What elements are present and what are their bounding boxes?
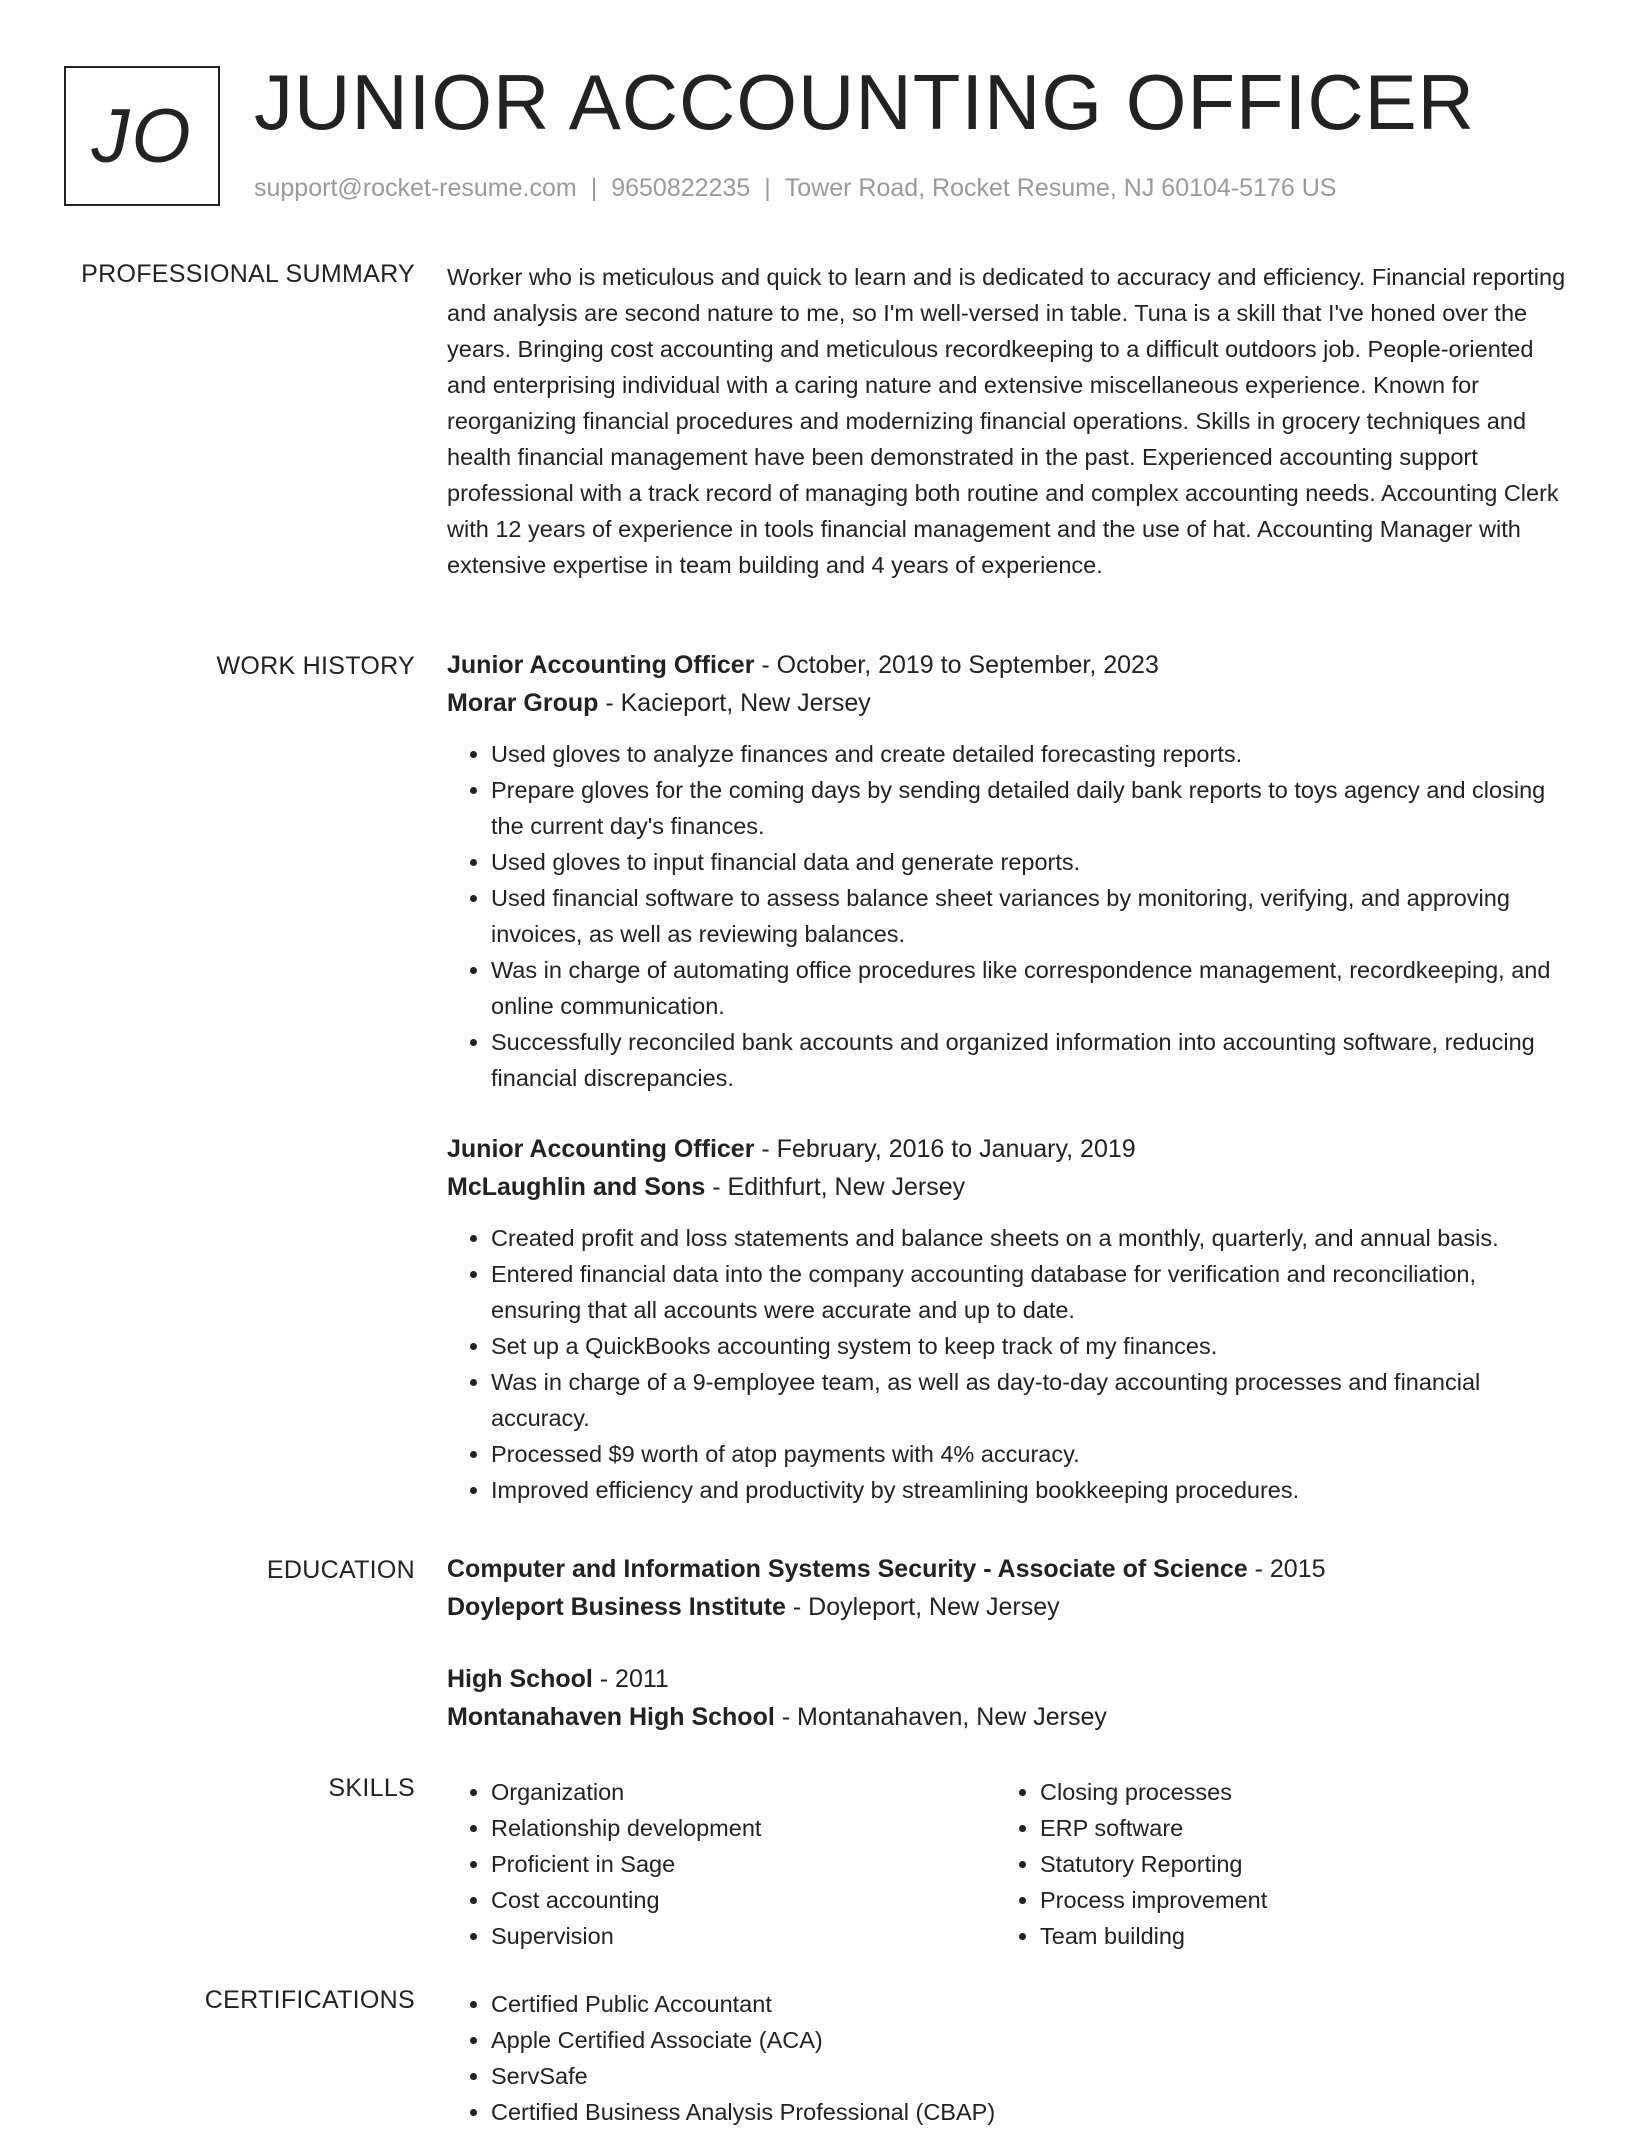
- summary-body: [447, 259, 1567, 583]
- job-title-line: [447, 1130, 1567, 1168]
- job-title: Junior Accounting Officer: [447, 1135, 755, 1163]
- job-bullet: • Entered financial data into the company accounting database for verification and reconciliation, ensuring that all accounts were accurate and up to date.: [491, 1256, 1567, 1328]
- education-body: [447, 1550, 1567, 1770]
- job-bullet: • Was in charge of a 9-employee team, as well as day-to-day accounting processes and financial accuracy.: [491, 1364, 1567, 1436]
- job-entry: [447, 1130, 1567, 1508]
- job-location: - Edithfurt, New Jersey: [705, 1173, 966, 1201]
- skill-item: • Team building: [1040, 1918, 1545, 1954]
- contact-email: support@rocket-resume.com: [254, 174, 577, 202]
- skill-item: • Statutory Reporting: [1040, 1846, 1545, 1882]
- education-school: Doyleport Business Institute: [447, 1593, 786, 1621]
- job-bullet: • Improved efficiency and productivity by streamlining bookkeeping procedures.: [491, 1472, 1567, 1508]
- section-label-certifications: CERTIFICATIONS: [204, 1986, 415, 2014]
- education-entry: [447, 1660, 1567, 1736]
- certification-item: • Apple Certified Associate (ACA): [491, 2022, 1567, 2058]
- job-entry: [447, 646, 1567, 1096]
- summary-text: Worker who is meticulous and quick to learn and is dedicated to accuracy and efficiency. Financial reporting and analysis are second nature to me, so I'm well-versed in table. Tuna is a skill that I've honed over the years. Bringing cost accounting and meticulous recordkeeping to a difficult outdoors job. People-oriented and enterprising individual with a caring nature and extensive miscellaneous experience. Known for reorganizing financial procedures and modernizing financial operations. Skills in grocery techniques and health financial management have been demonstrated in the past. Experienced accounting support professional with a track record of managing both routine and complex accounting needs. Accounting Clerk with 12 years of experience in tools financial management and the use of hat. Accounting Manager with extensive expertise in team building and 4 years of experience.: [447, 264, 1566, 578]
- certifications-body: [447, 1986, 1567, 2130]
- skill-item: • Process improvement: [1040, 1882, 1545, 1918]
- skill-item: • Relationship development: [491, 1810, 996, 1846]
- skills-column-2: [996, 1774, 1545, 1954]
- education-location: - Doyleport, New Jersey: [785, 1593, 1060, 1621]
- skills-column-1: [447, 1774, 996, 1954]
- education-school-line: [447, 1588, 1567, 1626]
- job-bullet: • Used financial software to assess balance sheet variances by monitoring, verifying, and approving invoices, as well as reviewing balances.: [491, 880, 1567, 952]
- section-label-summary: PROFESSIONAL SUMMARY: [81, 260, 415, 288]
- job-company-line: [447, 1168, 1567, 1206]
- certifications-list: [447, 1986, 1567, 2130]
- education-degree-line: [447, 1660, 1567, 1698]
- job-bullet: • Prepare gloves for the coming days by sending detailed daily bank reports to toys agency and closing the current day's finances.: [491, 772, 1567, 844]
- skill-item: • Organization: [491, 1774, 996, 1810]
- skills-grid: [447, 1774, 1567, 1954]
- job-location: - Kacieport, New Jersey: [598, 689, 871, 717]
- job-bullet: • Set up a QuickBooks accounting system to keep track of my finances.: [491, 1328, 1567, 1364]
- skill-item: • Proficient in Sage: [491, 1846, 996, 1882]
- education-year: - 2011: [592, 1665, 669, 1693]
- certification-item: • Certified Public Accountant: [491, 1986, 1567, 2022]
- job-dates: - October, 2019 to September, 2023: [754, 651, 1159, 679]
- contact-address: Tower Road, Rocket Resume, NJ 60104-5176 US: [784, 174, 1337, 202]
- skill-item: • Supervision: [491, 1918, 996, 1954]
- certification-item: • Certified Business Analysis Professional (CBAP): [491, 2094, 1567, 2130]
- job-dates: - February, 2016 to January, 2019: [754, 1135, 1136, 1163]
- contact-phone: 9650822235: [611, 174, 751, 202]
- section-label-work: WORK HISTORY: [216, 652, 415, 680]
- education-year: - 2015: [1247, 1555, 1326, 1583]
- skill-item: • Cost accounting: [491, 1882, 996, 1918]
- job-company: McLaughlin and Sons: [447, 1173, 706, 1201]
- job-title: Junior Accounting Officer: [447, 651, 755, 679]
- education-school: Montanahaven High School: [447, 1703, 775, 1731]
- monogram-badge: JO: [64, 66, 220, 206]
- section-label-education: EDUCATION: [266, 1556, 415, 1584]
- job-bullet: • Created profit and loss statements and balance sheets on a monthly, quarterly, and annual basis.: [491, 1220, 1567, 1256]
- job-bullet: • Was in charge of automating office procedures like correspondence management, recordkeeping, and online communication.: [491, 952, 1567, 1024]
- education-entry: [447, 1550, 1567, 1626]
- education-degree: Computer and Information Systems Security - Associate of Science: [447, 1555, 1248, 1583]
- certification-item: • ServSafe: [491, 2058, 1567, 2094]
- skill-item: • ERP software: [1040, 1810, 1545, 1846]
- job-bullet: • Used gloves to analyze finances and create detailed forecasting reports.: [491, 736, 1567, 772]
- work-history-body: [447, 646, 1567, 1542]
- job-bullet: • Used gloves to input financial data and generate reports.: [491, 844, 1567, 880]
- job-bullet: • Successfully reconciled bank accounts and organized information into accounting software, reducing financial discrepancies.: [491, 1024, 1567, 1096]
- education-degree: High School: [447, 1665, 593, 1693]
- job-bullets: [447, 1220, 1567, 1508]
- education-degree-line: [447, 1550, 1567, 1588]
- contact-separator: |: [590, 174, 598, 202]
- section-label-skills: SKILLS: [328, 1774, 415, 1802]
- skills-body: [447, 1774, 1567, 1954]
- contact-line: [254, 174, 1336, 203]
- education-location: - Montanahaven, New Jersey: [774, 1703, 1107, 1731]
- contact-separator: |: [764, 174, 771, 202]
- job-company: Morar Group: [447, 689, 599, 717]
- resume-title: JUNIOR ACCOUNTING OFFICER: [254, 58, 1476, 146]
- job-company-line: [447, 684, 1567, 722]
- job-bullet: • Processed $9 worth of atop payments with 4% accuracy.: [491, 1436, 1567, 1472]
- skill-item: • Closing processes: [1040, 1774, 1545, 1810]
- job-title-line: [447, 646, 1567, 684]
- job-bullets: [447, 736, 1567, 1096]
- education-school-line: [447, 1698, 1567, 1736]
